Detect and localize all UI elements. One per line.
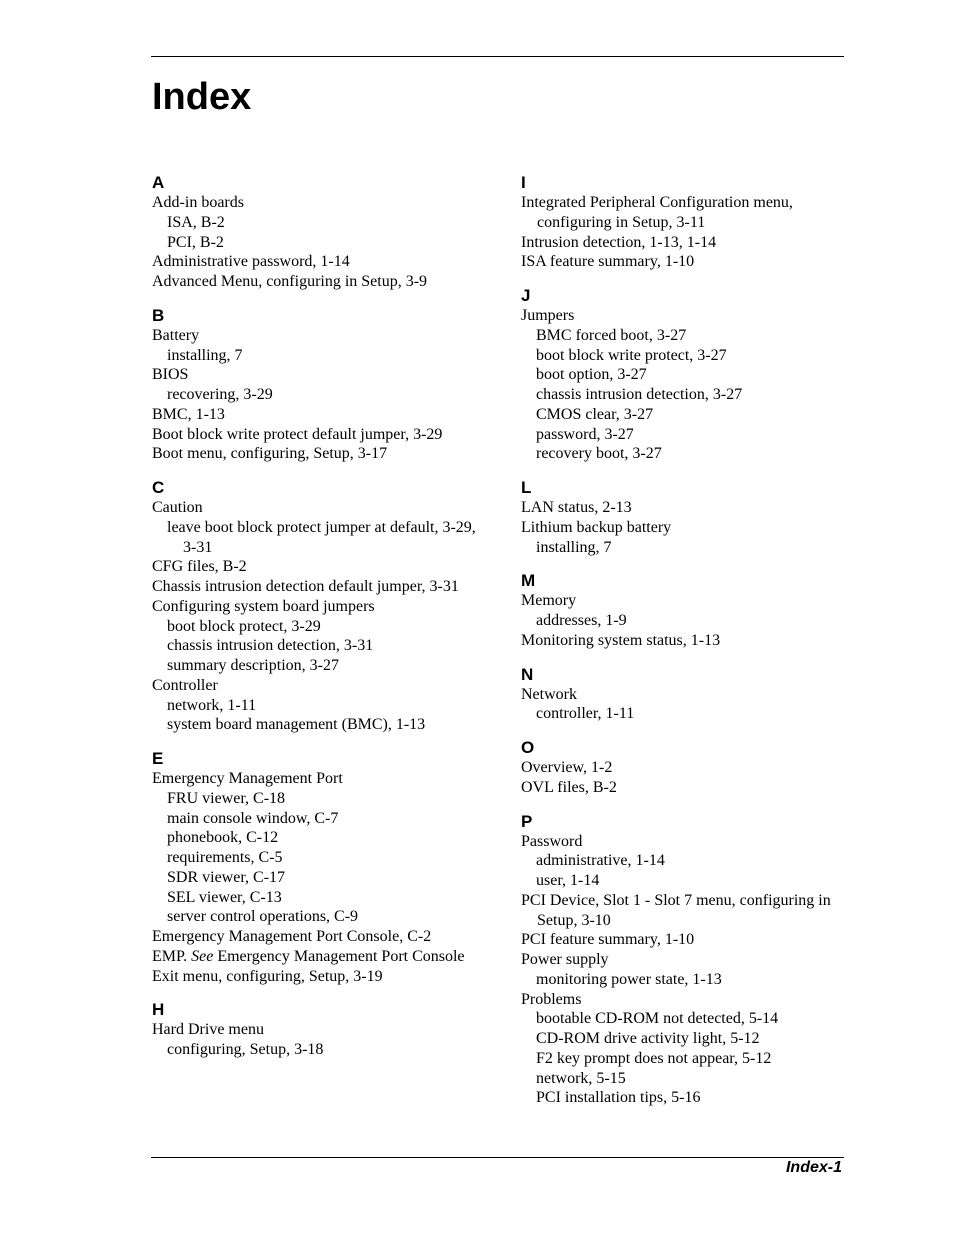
index-subentry: recovery boot, 3-27 (536, 445, 662, 463)
index-entry: Power supply (521, 951, 609, 968)
index-subentry: ISA, B-2 (167, 213, 225, 231)
section-letter: L (521, 478, 532, 497)
index-subentry: BMC forced boot, 3-27 (536, 326, 687, 344)
index-subentry: configuring, Setup, 3-18 (167, 1041, 324, 1058)
index-entry: Problems (521, 990, 582, 1008)
index-subentry: boot block write protect, 3-27 (536, 346, 727, 364)
section-letter: P (521, 811, 533, 831)
index-subentry: PCI installation tips, 5-16 (536, 1089, 701, 1107)
page-number: Index-1 (785, 1159, 842, 1176)
index-section-i (521, 173, 851, 272)
index-entry: Advanced Menu, configuring in Setup, 3-9 (152, 273, 428, 290)
index-subentry: network, 1-11 (167, 696, 257, 714)
page-title: Index (152, 76, 252, 118)
index-subentry: administrative, 1-14 (536, 852, 665, 870)
index-entry: Intrusion detection, 1-13, 1-14 (521, 233, 717, 251)
index-section-l (521, 478, 851, 557)
section-letter: B (152, 305, 165, 325)
index-entry: Configuring system board jumpers (152, 597, 375, 615)
index-entry: Emergency Management Port (152, 770, 343, 787)
index-entry: BMC, 1-13 (152, 405, 225, 423)
index-subentry: leave boot block protect jumper at default, 3-29, 3-31 (167, 518, 476, 556)
index-subentry: addresses, 1-9 (536, 612, 627, 629)
section-letter: I (521, 173, 526, 192)
index-section-b (152, 306, 482, 464)
index-entry: Hard Drive menu (152, 1021, 264, 1039)
index-subentry: server control operations, C-9 (167, 908, 359, 926)
index-entry: Password (521, 832, 583, 850)
index-subentry: main console window, C-7 (167, 809, 339, 827)
index-subentry: requirements, C-5 (167, 849, 283, 866)
index-subentry: phonebook, C-12 (167, 829, 279, 847)
see-reference: See (191, 947, 214, 965)
section-letter: O (521, 738, 535, 757)
index-entry: Chassis intrusion detection default jumper, 3-31 (152, 578, 459, 595)
index-subentry: chassis intrusion detection, 3-27 (536, 386, 743, 403)
index-section-e (152, 749, 482, 986)
section-letter: M (521, 571, 536, 591)
index-entry: Network (521, 685, 577, 703)
index-entry: Lithium backup battery (521, 518, 672, 536)
index-entry: Battery (152, 326, 200, 344)
index-section-o (521, 738, 851, 798)
index-column-right (521, 173, 851, 1122)
index-subentry: bootable CD-ROM not detected, 5-14 (536, 1010, 779, 1028)
index-entry: Emergency Management Port Console, C-2 (152, 928, 432, 945)
index-entry: CFG files, B-2 (152, 558, 247, 576)
index-entry: Caution (152, 499, 203, 516)
index-subentry: F2 key prompt does not appear, 5-12 (536, 1049, 772, 1067)
index-entry: BIOS (152, 366, 189, 384)
section-letter: C (152, 478, 165, 497)
index-subentry: password, 3-27 (536, 425, 634, 443)
index-entry: Administrative password, 1-14 (152, 253, 350, 271)
index-entry: LAN status, 2-13 (521, 499, 632, 516)
index-subentry: user, 1-14 (536, 872, 600, 889)
index-section-j (521, 286, 851, 464)
index-subentry: SEL viewer, C-13 (167, 888, 282, 906)
index-subentry: FRU viewer, C-18 (167, 789, 286, 807)
index-subentry: system board management (BMC), 1-13 (167, 716, 426, 734)
index-entry: Monitoring system status, 1-13 (521, 631, 721, 649)
index-subentry: CMOS clear, 3-27 (536, 405, 654, 423)
index-subentry: boot block protect, 3-29 (167, 617, 321, 635)
index-subentry: boot option, 3-27 (536, 366, 647, 384)
index-entry: PCI Device, Slot 1 - Slot 7 menu, configuring in Setup, 3-10 (521, 891, 831, 929)
section-letter: H (152, 1000, 165, 1020)
index-section-p (521, 812, 851, 1109)
top-rule (151, 56, 844, 57)
index-subentry: installing, 7 (536, 538, 612, 556)
index-subentry: controller, 1-11 (536, 705, 635, 723)
index-entry: Integrated Peripheral Configuration menu, configuring in Setup, 3-11 (521, 194, 793, 231)
section-letter: J (521, 286, 531, 305)
index-subentry: SDR viewer, C-17 (167, 868, 286, 886)
index-section-h (152, 1000, 482, 1060)
index-subentry: recovering, 3-29 (167, 386, 273, 403)
entry-text: EMP. (152, 947, 188, 965)
entry-text: Emergency Management Port Console (217, 947, 465, 965)
index-section-c (152, 478, 482, 735)
section-letter: N (521, 664, 534, 684)
bottom-rule (151, 1157, 844, 1158)
index-subentry: CD-ROM drive activity light, 5-12 (536, 1030, 760, 1047)
index-entry (152, 947, 482, 967)
index-entry: Exit menu, configuring, Setup, 3-19 (152, 967, 383, 985)
index-subentry: network, 5-15 (536, 1069, 626, 1087)
index-subentry: PCI, B-2 (167, 233, 224, 251)
index-entry: Memory (521, 592, 577, 610)
index-subentry: installing, 7 (167, 346, 243, 364)
index-entry: PCI feature summary, 1-10 (521, 931, 695, 949)
index-subentry: chassis intrusion detection, 3-31 (167, 637, 374, 655)
section-letter: A (152, 173, 165, 192)
index-section-a (152, 173, 482, 292)
index-entry: ISA feature summary, 1-10 (521, 253, 695, 271)
index-entry: Overview, 1-2 (521, 759, 613, 776)
index-entry: Boot menu, configuring, Setup, 3-17 (152, 445, 388, 463)
index-entry: Jumpers (521, 307, 575, 324)
index-entry: OVL files, B-2 (521, 778, 617, 796)
index-entry: Add-in boards (152, 194, 244, 211)
index-subentry: monitoring power state, 1-13 (536, 970, 722, 988)
section-letter: E (152, 749, 164, 768)
index-entry: Controller (152, 676, 218, 694)
index-section-n (521, 665, 851, 725)
index-entry: Boot block write protect default jumper, 3-29 (152, 425, 443, 443)
index-section-m (521, 571, 851, 650)
index-column-left (152, 173, 482, 1074)
index-subentry: summary description, 3-27 (167, 657, 339, 674)
